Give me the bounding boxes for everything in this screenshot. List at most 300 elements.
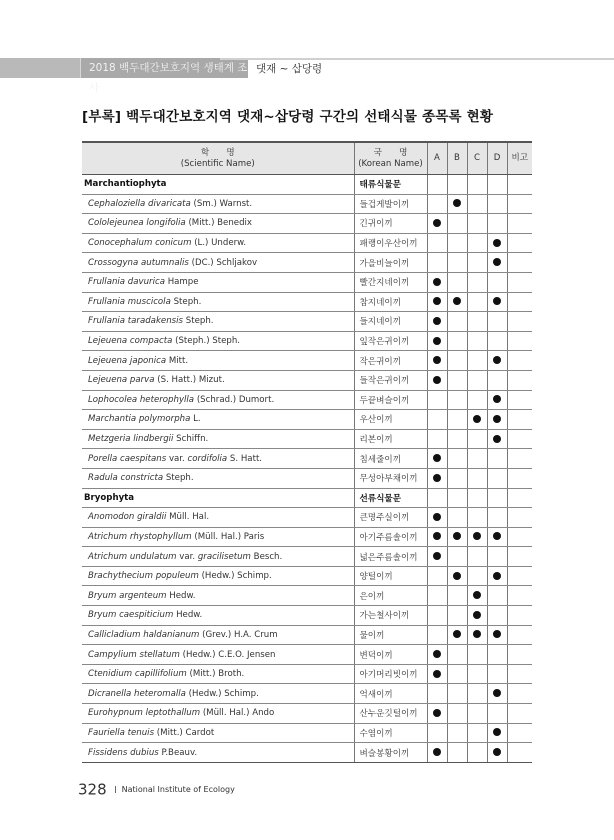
site-d-cell bbox=[487, 684, 507, 704]
presence-dot-icon bbox=[473, 591, 481, 599]
site-b-cell bbox=[447, 449, 467, 469]
table-row bbox=[82, 566, 532, 586]
korean-name-cell: 산누운깃털이끼 bbox=[354, 704, 427, 724]
site-c-cell bbox=[467, 625, 487, 645]
column-header-c: C bbox=[467, 142, 487, 175]
scientific-name-cell bbox=[82, 625, 354, 645]
site-c-cell bbox=[467, 586, 487, 606]
author: (Mitt.) Broth. bbox=[189, 669, 245, 680]
site-c-cell bbox=[467, 723, 487, 743]
site-d-cell bbox=[487, 645, 507, 665]
site-a-cell bbox=[427, 566, 447, 586]
site-d-cell bbox=[487, 527, 507, 547]
site-d-cell bbox=[487, 351, 507, 371]
genus-species: Anomodon giraldii bbox=[88, 512, 167, 523]
scientific-name-cell bbox=[82, 723, 354, 743]
site-b-cell bbox=[447, 253, 467, 273]
table-row bbox=[82, 684, 532, 704]
site-b-cell bbox=[447, 743, 467, 763]
genus-species: Campylium stellatum bbox=[88, 649, 180, 660]
site-a-cell bbox=[427, 370, 447, 390]
scientific-name-cell bbox=[82, 449, 354, 469]
site-d-cell bbox=[487, 625, 507, 645]
column-header-korean-en: (Korean Name) bbox=[358, 158, 423, 169]
site-d-cell bbox=[487, 233, 507, 253]
site-b-cell bbox=[447, 527, 467, 547]
presence-dot-icon bbox=[433, 317, 441, 325]
table-row bbox=[82, 508, 532, 528]
presence-dot-icon bbox=[433, 474, 441, 482]
note-cell bbox=[507, 272, 532, 292]
site-d-cell bbox=[487, 508, 507, 528]
site-d-cell bbox=[487, 586, 507, 606]
site-c-cell bbox=[467, 370, 487, 390]
note-cell bbox=[507, 664, 532, 684]
site-c-cell bbox=[467, 233, 487, 253]
site-b-cell bbox=[447, 684, 467, 704]
note-cell bbox=[507, 566, 532, 586]
author: P.Beauv. bbox=[161, 747, 198, 758]
genus-species: Conocephalum conicum bbox=[88, 238, 192, 249]
table-row bbox=[82, 233, 532, 253]
site-c-cell bbox=[467, 312, 487, 332]
site-a-cell bbox=[427, 429, 447, 449]
genus-species: Frullania muscicola bbox=[88, 296, 171, 307]
site-c-cell bbox=[467, 351, 487, 371]
presence-dot-icon bbox=[433, 219, 441, 227]
site-b-cell bbox=[447, 508, 467, 528]
author: Steph. bbox=[185, 316, 214, 327]
site-c-cell bbox=[467, 429, 487, 449]
table-row bbox=[82, 547, 532, 567]
site-d-cell bbox=[487, 606, 507, 626]
site-c-cell bbox=[467, 508, 487, 528]
korean-name-cell: 가을비늘이끼 bbox=[354, 253, 427, 273]
author: (Mitt.) Benedix bbox=[188, 218, 252, 229]
presence-dot-icon bbox=[493, 415, 501, 423]
presence-dot-icon bbox=[473, 415, 481, 423]
presence-dot-icon bbox=[493, 395, 501, 403]
author: Mitt. bbox=[168, 355, 189, 366]
table-row bbox=[82, 664, 532, 684]
site-c-cell bbox=[467, 253, 487, 273]
site-a-cell bbox=[427, 312, 447, 332]
site-a-cell bbox=[427, 331, 447, 351]
page-title: [부록] 백두대간보호지역 댓재~삽당령 구간의 선태식물 종목록 현황 bbox=[82, 109, 494, 125]
korean-name-cell: 물이끼 bbox=[354, 625, 427, 645]
genus-species: Metzgeria lindbergii bbox=[88, 434, 174, 445]
table-row bbox=[82, 410, 532, 430]
genus-species: Lophocolea heterophylla bbox=[88, 394, 195, 405]
scientific-name-cell bbox=[82, 370, 354, 390]
korean-name-cell: 가는철사이끼 bbox=[354, 606, 427, 626]
table-group-row bbox=[82, 488, 532, 508]
site-a-cell bbox=[427, 547, 447, 567]
site-b-cell bbox=[447, 292, 467, 312]
column-header-d: D bbox=[487, 142, 507, 175]
site-d-cell bbox=[487, 488, 507, 508]
site-c-cell bbox=[467, 390, 487, 410]
column-header-scientific-ko: 학 명 bbox=[200, 147, 235, 158]
note-cell bbox=[507, 429, 532, 449]
presence-dot-icon bbox=[433, 709, 441, 717]
infraspecific-rank: var. bbox=[179, 551, 196, 562]
genus-species: Bryum caespiticium bbox=[88, 610, 174, 621]
presence-dot-icon bbox=[473, 630, 481, 638]
genus-species: Marchantia polymorpha bbox=[88, 414, 191, 425]
running-header-report-title: 2018 백두대간보호지역 생태계 조사 bbox=[80, 58, 248, 78]
author: (Müll. Hal.) Paris bbox=[194, 531, 265, 542]
genus-species: Fauriella tenuis bbox=[88, 727, 155, 738]
scientific-name-cell bbox=[82, 664, 354, 684]
site-c-cell bbox=[467, 272, 487, 292]
author: (Sm.) Warnst. bbox=[193, 198, 253, 209]
site-b-cell bbox=[447, 723, 467, 743]
table-header-row bbox=[82, 142, 532, 175]
site-a-cell bbox=[427, 664, 447, 684]
note-cell bbox=[507, 645, 532, 665]
table-row bbox=[82, 704, 532, 724]
site-d-cell bbox=[487, 429, 507, 449]
author: Besch. bbox=[253, 551, 283, 562]
site-d-cell bbox=[487, 566, 507, 586]
site-c-cell bbox=[467, 606, 487, 626]
presence-dot-icon bbox=[493, 356, 501, 364]
author: Müll. Hal. bbox=[169, 512, 210, 523]
author: (Mitt.) Cardot bbox=[156, 727, 215, 738]
scientific-name-cell bbox=[82, 645, 354, 665]
note-cell bbox=[507, 723, 532, 743]
site-b-cell bbox=[447, 566, 467, 586]
site-a-cell bbox=[427, 351, 447, 371]
table-group-row bbox=[82, 175, 532, 195]
presence-dot-icon bbox=[433, 337, 441, 345]
presence-dot-icon bbox=[493, 748, 501, 756]
table-row bbox=[82, 625, 532, 645]
site-a-cell bbox=[427, 508, 447, 528]
author: (Hedw.) Schimp. bbox=[201, 571, 272, 582]
table-row bbox=[82, 370, 532, 390]
presence-dot-icon bbox=[493, 728, 501, 736]
korean-name-cell: 들겁게발이끼 bbox=[354, 194, 427, 214]
korean-name-cell: 참지네이끼 bbox=[354, 292, 427, 312]
author: (Hedw.) Schimp. bbox=[188, 688, 259, 699]
site-c-cell bbox=[467, 704, 487, 724]
site-d-cell bbox=[487, 664, 507, 684]
site-c-cell bbox=[467, 684, 487, 704]
infraspecific-rank: var. bbox=[168, 453, 185, 464]
infraspecific-name: cordifolia bbox=[187, 453, 228, 464]
site-c-cell bbox=[467, 292, 487, 312]
species-table bbox=[82, 141, 532, 763]
scientific-name-cell bbox=[82, 292, 354, 312]
korean-name-cell: 들지네이끼 bbox=[354, 312, 427, 332]
korean-name-cell: 은이끼 bbox=[354, 586, 427, 606]
presence-dot-icon bbox=[433, 454, 441, 462]
site-b-cell bbox=[447, 704, 467, 724]
table-row bbox=[82, 429, 532, 449]
table-row bbox=[82, 743, 532, 763]
note-cell bbox=[507, 488, 532, 508]
site-d-cell bbox=[487, 175, 507, 195]
page-footer bbox=[78, 779, 235, 799]
author: (S. Hatt.) Mizut. bbox=[157, 375, 225, 386]
korean-name-cell: 아기주름솔이끼 bbox=[354, 527, 427, 547]
site-c-cell bbox=[467, 449, 487, 469]
note-cell bbox=[507, 527, 532, 547]
site-b-cell bbox=[447, 194, 467, 214]
site-a-cell bbox=[427, 214, 447, 234]
scientific-name-cell bbox=[82, 547, 354, 567]
genus-species: Bryum argenteum bbox=[88, 590, 167, 601]
site-b-cell bbox=[447, 410, 467, 430]
site-d-cell bbox=[487, 704, 507, 724]
site-b-cell bbox=[447, 370, 467, 390]
genus-species: Atrichum rhystophyllum bbox=[88, 531, 192, 542]
note-cell bbox=[507, 292, 532, 312]
presence-dot-icon bbox=[453, 630, 461, 638]
group-scientific-name: Marchantiophyta bbox=[82, 175, 354, 195]
korean-name-cell: 무성아부채이끼 bbox=[354, 468, 427, 488]
scientific-name-cell bbox=[82, 253, 354, 273]
presence-dot-icon bbox=[473, 532, 481, 540]
site-d-cell bbox=[487, 194, 507, 214]
site-c-cell bbox=[467, 664, 487, 684]
site-d-cell bbox=[487, 370, 507, 390]
column-header-korean-name bbox=[354, 142, 427, 175]
site-c-cell bbox=[467, 743, 487, 763]
table-row bbox=[82, 331, 532, 351]
presence-dot-icon bbox=[433, 748, 441, 756]
scientific-name-cell bbox=[82, 586, 354, 606]
site-d-cell bbox=[487, 410, 507, 430]
site-a-cell bbox=[427, 449, 447, 469]
group-korean-name: 태류식물문 bbox=[354, 175, 427, 195]
site-b-cell bbox=[447, 272, 467, 292]
genus-species: Porella caespitans bbox=[88, 453, 167, 464]
author: (Steph.) Steph. bbox=[175, 336, 241, 347]
author: (DC.) Schljakov bbox=[191, 257, 258, 268]
site-d-cell bbox=[487, 743, 507, 763]
author: Steph. bbox=[165, 473, 194, 484]
genus-species: Frullania taradakensis bbox=[88, 316, 184, 327]
presence-dot-icon bbox=[433, 376, 441, 384]
scientific-name-cell bbox=[82, 743, 354, 763]
site-a-cell bbox=[427, 390, 447, 410]
site-a-cell bbox=[427, 468, 447, 488]
genus-species: Crossogyna autumnalis bbox=[88, 257, 189, 268]
author: (Müll. Hal.) Ando bbox=[202, 708, 275, 719]
presence-dot-icon bbox=[433, 297, 441, 305]
site-c-cell bbox=[467, 331, 487, 351]
column-header-scientific-name bbox=[82, 142, 354, 175]
presence-dot-icon bbox=[493, 532, 501, 540]
site-d-cell bbox=[487, 292, 507, 312]
site-c-cell bbox=[467, 547, 487, 567]
genus-species: Fissidens dubius bbox=[88, 747, 159, 758]
table-row bbox=[82, 292, 532, 312]
genus-species: Dicranella heteromalla bbox=[88, 688, 186, 699]
scientific-name-cell bbox=[82, 704, 354, 724]
site-b-cell bbox=[447, 390, 467, 410]
presence-dot-icon bbox=[473, 611, 481, 619]
footer-separator bbox=[115, 786, 116, 793]
note-cell bbox=[507, 370, 532, 390]
site-a-cell bbox=[427, 586, 447, 606]
table-row bbox=[82, 468, 532, 488]
scientific-name-cell bbox=[82, 194, 354, 214]
genus-species: Ctenidium capillifolium bbox=[88, 669, 187, 680]
note-cell bbox=[507, 312, 532, 332]
korean-name-cell: 리본이끼 bbox=[354, 429, 427, 449]
site-a-cell bbox=[427, 175, 447, 195]
korean-name-cell: 수염이끼 bbox=[354, 723, 427, 743]
korean-name-cell: 패랭이우산이끼 bbox=[354, 233, 427, 253]
scientific-name-cell bbox=[82, 684, 354, 704]
korean-name-cell: 변덕이끼 bbox=[354, 645, 427, 665]
column-header-korean-ko: 국 명 bbox=[373, 147, 408, 158]
note-cell bbox=[507, 449, 532, 469]
genus-species: Lejeuena japonica bbox=[88, 355, 167, 366]
table-row bbox=[82, 449, 532, 469]
site-a-cell bbox=[427, 194, 447, 214]
note-cell bbox=[507, 331, 532, 351]
table-row bbox=[82, 527, 532, 547]
scientific-name-cell bbox=[82, 390, 354, 410]
note-cell bbox=[507, 606, 532, 626]
genus-species: Lejeuena compacta bbox=[88, 336, 173, 347]
site-c-cell bbox=[467, 488, 487, 508]
group-scientific-name: Bryophyta bbox=[82, 488, 354, 508]
author: (Hedw.) C.E.O. Jensen bbox=[182, 649, 276, 660]
group-korean-name: 선류식물문 bbox=[354, 488, 427, 508]
author: Hedw. bbox=[169, 590, 196, 601]
korean-name-cell: 빨간지네이끼 bbox=[354, 272, 427, 292]
korean-name-cell: 큰명주실이끼 bbox=[354, 508, 427, 528]
note-cell bbox=[507, 410, 532, 430]
site-d-cell bbox=[487, 253, 507, 273]
genus-species: Callicladium haldanianum bbox=[88, 629, 200, 640]
presence-dot-icon bbox=[493, 572, 501, 580]
scientific-name-cell bbox=[82, 508, 354, 528]
species-table-body bbox=[82, 175, 532, 763]
author: Hampe bbox=[167, 277, 199, 288]
site-a-cell bbox=[427, 704, 447, 724]
table-row bbox=[82, 253, 532, 273]
site-b-cell bbox=[447, 312, 467, 332]
presence-dot-icon bbox=[433, 356, 441, 364]
korean-name-cell: 긴귀이끼 bbox=[354, 214, 427, 234]
table-row bbox=[82, 312, 532, 332]
site-a-cell bbox=[427, 527, 447, 547]
scientific-name-cell bbox=[82, 566, 354, 586]
presence-dot-icon bbox=[433, 552, 441, 560]
site-b-cell bbox=[447, 586, 467, 606]
site-b-cell bbox=[447, 468, 467, 488]
presence-dot-icon bbox=[433, 532, 441, 540]
author: S. Hatt. bbox=[229, 453, 263, 464]
site-d-cell bbox=[487, 390, 507, 410]
korean-name-cell: 아기머리빗이끼 bbox=[354, 664, 427, 684]
site-d-cell bbox=[487, 449, 507, 469]
site-a-cell bbox=[427, 488, 447, 508]
site-b-cell bbox=[447, 645, 467, 665]
korean-name-cell: 벼슬봉황이끼 bbox=[354, 743, 427, 763]
scientific-name-cell bbox=[82, 429, 354, 449]
scientific-name-cell bbox=[82, 331, 354, 351]
table-row bbox=[82, 723, 532, 743]
korean-name-cell: 들작은귀이끼 bbox=[354, 370, 427, 390]
site-c-cell bbox=[467, 468, 487, 488]
scientific-name-cell bbox=[82, 214, 354, 234]
site-b-cell bbox=[447, 175, 467, 195]
author: Schiffn. bbox=[176, 434, 209, 445]
site-d-cell bbox=[487, 214, 507, 234]
korean-name-cell: 억새이끼 bbox=[354, 684, 427, 704]
site-a-cell bbox=[427, 272, 447, 292]
note-cell bbox=[507, 586, 532, 606]
site-d-cell bbox=[487, 468, 507, 488]
table-row bbox=[82, 351, 532, 371]
running-header-section: 댓재 ~ 삽당령 bbox=[256, 63, 323, 75]
genus-species: Brachythecium populeum bbox=[88, 571, 199, 582]
site-c-cell bbox=[467, 527, 487, 547]
genus-species: Lejeuena parva bbox=[88, 375, 155, 386]
author: Hedw. bbox=[176, 610, 203, 621]
site-a-cell bbox=[427, 410, 447, 430]
korean-name-cell: 양털이끼 bbox=[354, 566, 427, 586]
note-cell bbox=[507, 390, 532, 410]
korean-name-cell: 두끝벼슬이끼 bbox=[354, 390, 427, 410]
note-cell bbox=[507, 625, 532, 645]
scientific-name-cell bbox=[82, 312, 354, 332]
presence-dot-icon bbox=[493, 630, 501, 638]
presence-dot-icon bbox=[453, 199, 461, 207]
table-row bbox=[82, 606, 532, 626]
note-cell bbox=[507, 351, 532, 371]
site-a-cell bbox=[427, 253, 447, 273]
presence-dot-icon bbox=[453, 532, 461, 540]
column-header-note: 비고 bbox=[507, 142, 532, 175]
site-a-cell bbox=[427, 625, 447, 645]
korean-name-cell: 우산이끼 bbox=[354, 410, 427, 430]
table-row bbox=[82, 272, 532, 292]
genus-species: Eurohypnum leptothallum bbox=[88, 708, 201, 719]
presence-dot-icon bbox=[453, 572, 461, 580]
site-a-cell bbox=[427, 606, 447, 626]
presence-dot-icon bbox=[493, 297, 501, 305]
author: Steph. bbox=[173, 296, 202, 307]
site-c-cell bbox=[467, 175, 487, 195]
column-header-a: A bbox=[427, 142, 447, 175]
site-b-cell bbox=[447, 331, 467, 351]
table-row bbox=[82, 390, 532, 410]
site-b-cell bbox=[447, 233, 467, 253]
korean-name-cell: 침세줄이끼 bbox=[354, 449, 427, 469]
note-cell bbox=[507, 508, 532, 528]
presence-dot-icon bbox=[493, 689, 501, 697]
site-a-cell bbox=[427, 684, 447, 704]
presence-dot-icon bbox=[493, 435, 501, 443]
presence-dot-icon bbox=[433, 278, 441, 286]
infraspecific-name: gracilisetum bbox=[197, 551, 251, 562]
site-a-cell bbox=[427, 723, 447, 743]
scientific-name-cell bbox=[82, 410, 354, 430]
site-c-cell bbox=[467, 566, 487, 586]
note-cell bbox=[507, 704, 532, 724]
note-cell bbox=[507, 684, 532, 704]
site-d-cell bbox=[487, 331, 507, 351]
